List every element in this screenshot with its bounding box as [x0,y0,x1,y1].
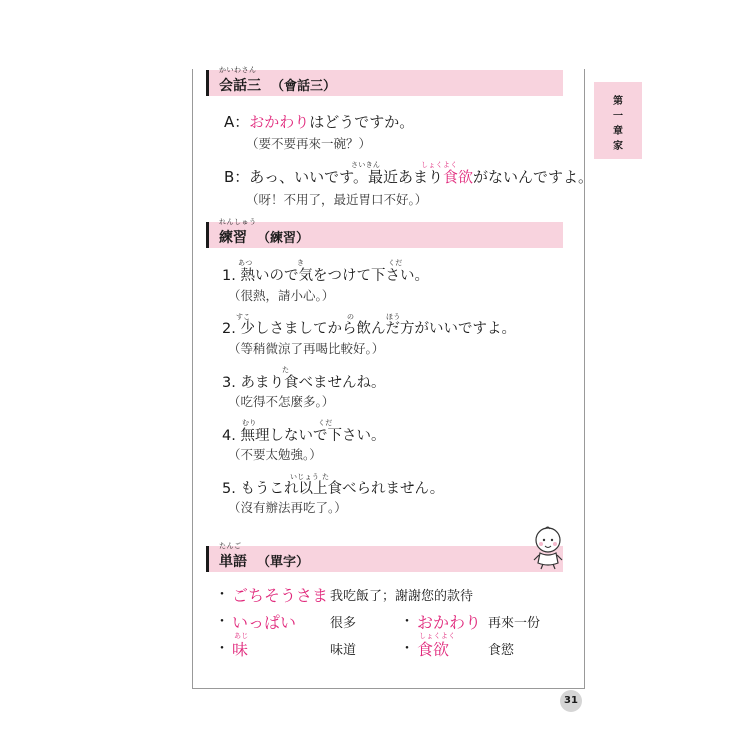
vocab-jp: 食欲 [417,640,450,659]
ruby: くだ [388,259,403,267]
vocab-zh: 很多 [330,616,357,631]
exercise-1: 1. 熱いので気をつけて下さい。 [222,268,429,284]
dialog-a-keyword: おかわり [249,113,310,131]
header-furigana: かいわさん [219,66,257,74]
ruby: くだ [318,419,333,427]
dialog-a-translation: （要不要再來一碗？） [246,136,372,151]
header-title-jp: 単語 [219,554,247,570]
dialog-b-part2: 最近あまり [367,168,443,186]
header-furigana: たんご [219,542,242,550]
ruby: ほう [386,313,401,321]
chapter-tab-text [594,94,642,154]
section-header-conversation [206,66,563,96]
dialog-b-prefix: B：あっ、いいです。 [224,168,368,186]
vocab-zh: 食慾 [488,643,515,658]
chapter-tab [594,82,642,159]
dialog-a [224,111,414,132]
exercise-5: 5. もうこれ以上食べられません。 [222,481,445,497]
bullet: ・ [215,614,229,630]
dialog-b-translation: （呀！不用了，最近胃口不好。） [246,192,428,207]
header-furigana: れんしゅう [219,218,257,226]
exercise-4-translation: （不要太勉強。） [228,447,322,462]
header-title-jp: 会話三 [219,78,261,94]
dialog-a-prefix: A： [224,113,250,131]
exercise-1-translation: （很熱，請小心。） [228,288,335,303]
dialog-b-rest: がないんですよ。 [472,168,593,186]
header-title-zh: （練習） [257,231,310,246]
chapter-tab-char: 家 [613,141,623,152]
bullet: ・ [400,641,414,657]
section-header-practice [206,218,563,248]
header-title [219,75,336,95]
ruby: た [282,366,290,374]
vocab-jp: ごちそうさま [232,586,329,605]
ruby: すこ [236,313,251,321]
header-title-zh: （會話三） [271,79,337,94]
dialog-b [224,166,593,187]
header-title-jp: 練習 [219,230,247,246]
dialog-a-rest: はどうですか。 [309,113,415,131]
bullet: ・ [215,641,229,657]
ruby: むり [242,419,257,427]
ruby: いじょう [290,473,320,481]
header-title [219,551,309,571]
chapter-tab-char: 章 [613,126,623,137]
ruby: た [322,473,330,481]
exercise-3-translation: （吃得不怎麼多。） [228,394,335,409]
ruby: しょくよく [419,632,456,640]
ruby: の [347,313,355,321]
ruby: あつ [238,259,253,267]
ruby-saikin: さいきん [351,161,381,169]
vocab-zh: 我吃飯了；謝謝您的款待 [330,589,474,604]
ruby-shokuyoku: しょくよく [421,161,458,169]
vocab-jp: いっぱい [232,613,297,632]
bullet: ・ [215,587,229,603]
dialog-b-keyword: 食欲 [442,168,473,186]
vocab-jp: おかわり [417,613,482,632]
exercise-4: 4. 無理しないで下さい。 [222,428,386,444]
ruby: き [297,259,305,267]
header-title-zh: （單字） [257,555,310,570]
vocab-zh: 味道 [330,643,357,658]
exercise-2: 2. 少しさましてから飲んだ方がいいですよ。 [222,321,516,337]
chapter-tab-char: 第 [613,96,623,107]
exercise-3: 3. あまり食べませんね。 [222,375,386,391]
bullet: ・ [400,614,414,630]
chapter-tab-char: 一 [613,111,623,122]
page-number: 31 [560,690,582,712]
vocab-zh: 再來一份 [488,616,541,631]
exercise-5-translation: （沒有辦法再吃了。） [228,500,347,515]
ruby: あじ [234,632,249,640]
exercise-2-translation: （等稍微涼了再喝比較好。） [228,341,385,356]
section-header-vocab [206,542,563,572]
header-title [219,227,309,247]
baby-mascot-icon [531,525,565,571]
vocab-jp: 味 [232,640,249,659]
